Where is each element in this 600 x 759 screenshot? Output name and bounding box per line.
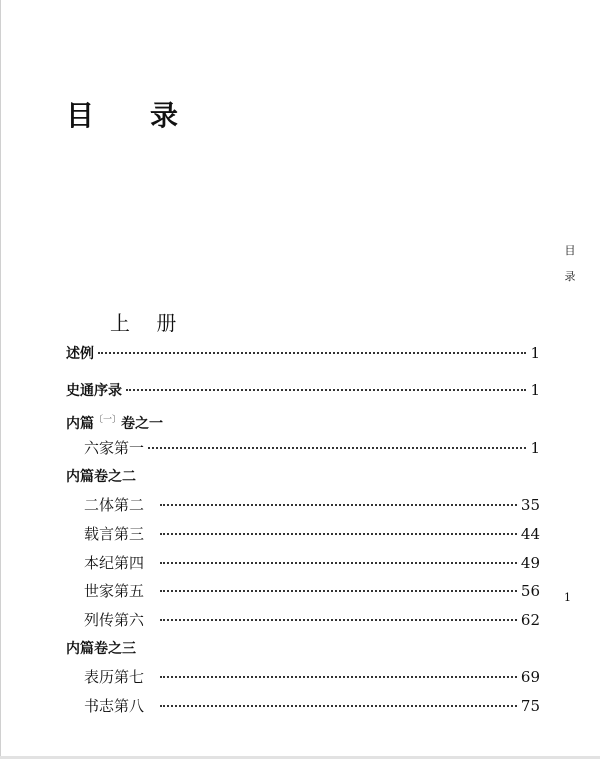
- toc-entry-page: 1: [530, 344, 540, 362]
- toc-entry-label: 本纪第四: [84, 554, 145, 572]
- toc-entry[interactable]: [84, 580, 540, 602]
- toc-section-heading-3: 内篇卷之三: [66, 641, 136, 657]
- toc-entry[interactable]: [84, 552, 540, 574]
- dot-leader: [160, 562, 517, 564]
- toc-entry-label: 六家第一: [84, 439, 145, 457]
- toc-entry-label: 二体第二: [84, 496, 145, 514]
- toc-entry-preface[interactable]: [66, 342, 540, 365]
- volume-heading: 上 册: [110, 311, 187, 335]
- toc-entry[interactable]: [84, 695, 540, 717]
- toc-entry-label: 表历第七: [84, 668, 145, 686]
- toc-entry[interactable]: [84, 609, 540, 631]
- toc-section-heading-1: [66, 409, 163, 435]
- toc-entry[interactable]: [84, 437, 540, 459]
- section-heading-tail: 卷之一: [121, 416, 164, 432]
- toc-entry-page: 69: [520, 668, 540, 686]
- page-number: 1: [564, 591, 571, 604]
- toc-entry-label: 载言第三: [84, 525, 145, 543]
- toc-entry-page: 62: [520, 611, 540, 629]
- toc-entry-page: 75: [520, 697, 540, 715]
- toc-entry[interactable]: [84, 494, 540, 516]
- toc-entry-label: 世家第五: [84, 582, 145, 600]
- title-char-2: 录: [150, 99, 179, 132]
- toc-entry[interactable]: [84, 523, 540, 545]
- running-head: [563, 238, 577, 290]
- toc-entry-page: 1: [530, 381, 540, 399]
- page-title: [66, 98, 178, 134]
- dot-leader: [160, 590, 517, 592]
- footnote-marker[interactable]: 〔一〕: [94, 415, 122, 425]
- toc-entry-page: 44: [520, 525, 540, 543]
- toc-entry-page: 49: [520, 554, 540, 572]
- section-heading-text: 内篇: [66, 416, 94, 432]
- dot-leader: [160, 504, 517, 506]
- toc-entry-page: 1: [530, 439, 540, 457]
- toc-entry-label: 列传第六: [84, 611, 145, 629]
- page-edge: [0, 0, 1, 759]
- running-head-char-1: 目: [564, 244, 576, 257]
- title-char-1: 目: [66, 99, 95, 132]
- dot-leader: [98, 352, 526, 354]
- toc-entry-page: 35: [520, 496, 540, 514]
- dot-leader: [148, 447, 526, 449]
- toc-entry[interactable]: [84, 666, 540, 688]
- toc-section-heading-2: 内篇卷之二: [66, 469, 136, 485]
- toc-entry-prefatory-record[interactable]: [66, 379, 540, 402]
- dot-leader: [126, 389, 526, 391]
- toc-entry-page: 56: [520, 582, 540, 600]
- toc-entry-label: 史通序录: [66, 383, 122, 399]
- dot-leader: [160, 705, 517, 707]
- toc-entry-label: 书志第八: [84, 697, 145, 715]
- dot-leader: [160, 676, 517, 678]
- dot-leader: [160, 533, 517, 535]
- running-head-char-2: 录: [564, 270, 576, 283]
- dot-leader: [160, 619, 517, 621]
- toc-entry-label: 述例: [66, 346, 94, 362]
